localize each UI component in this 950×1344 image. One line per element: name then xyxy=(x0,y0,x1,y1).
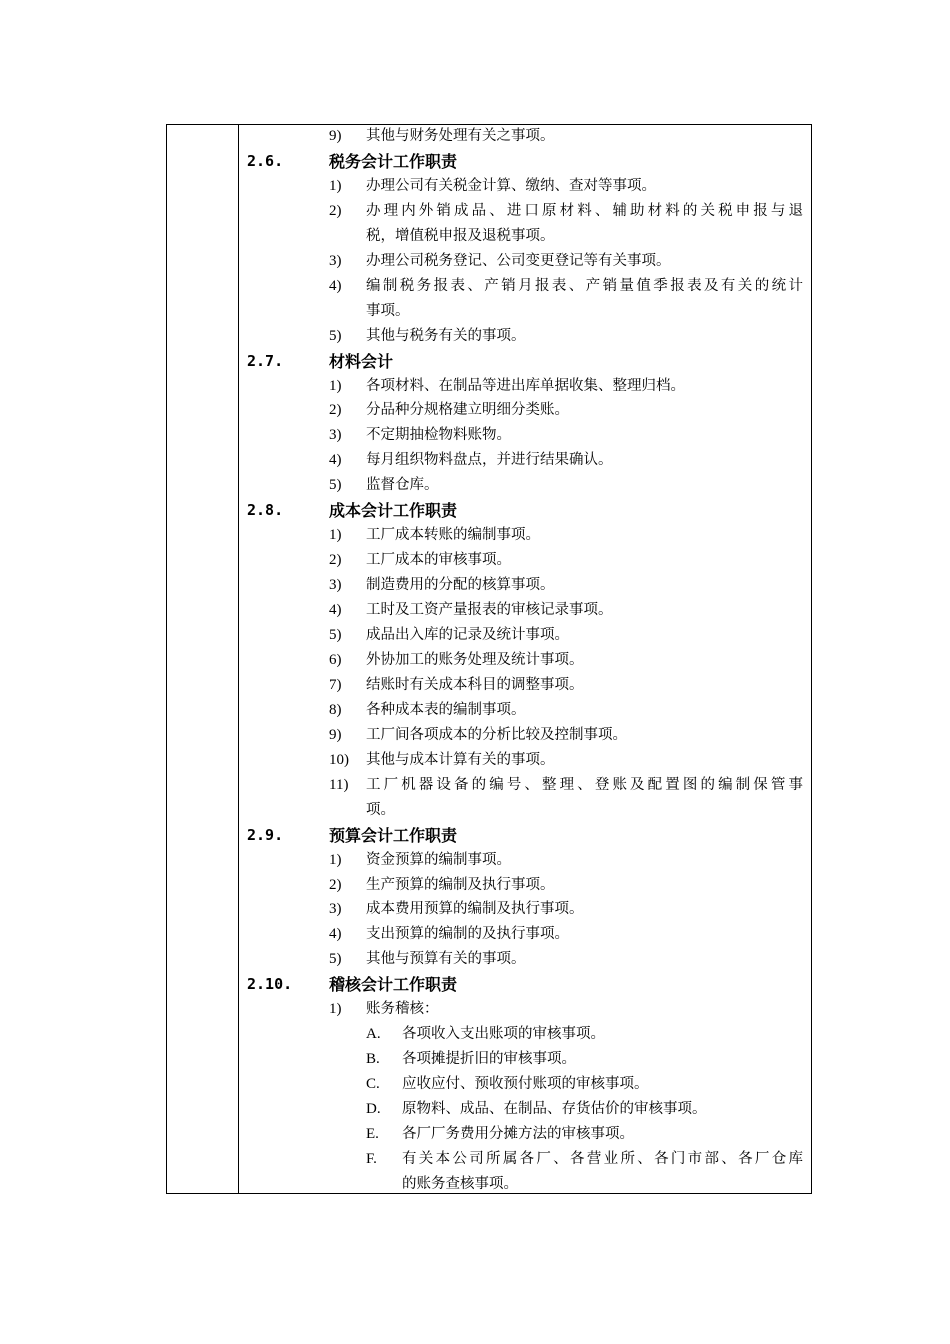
item-text: 办理公司税务登记、公司变更登记等有关事项。 xyxy=(366,252,671,269)
item-text: 生产预算的编制及执行事项。 xyxy=(366,876,555,893)
item-text-continued: 事项。 xyxy=(366,302,410,319)
item-number: 9) xyxy=(329,726,342,743)
item-number: 4) xyxy=(329,452,342,469)
list-line xyxy=(0,648,950,673)
item-number: 3) xyxy=(329,252,342,269)
item-text: 工厂成本转账的编制事项。 xyxy=(366,527,540,544)
list-line xyxy=(0,174,950,199)
section-heading xyxy=(0,972,950,997)
list-line xyxy=(0,124,950,149)
list-line xyxy=(0,748,950,773)
list-line xyxy=(0,473,950,498)
item-text: 各项材料、在制品等进出库单据收集、整理归档。 xyxy=(366,377,685,394)
subitem-text: 各厂厂务费用分摊方法的审核事项。 xyxy=(402,1126,634,1142)
item-number: 4) xyxy=(329,277,342,294)
subitem-text: 应收应付、预收预付账项的审核事项。 xyxy=(402,1076,649,1093)
item-text: 各种成本表的编制事项。 xyxy=(366,701,526,718)
item-text: 工厂成本的审核事项。 xyxy=(366,552,511,569)
list-line xyxy=(0,1147,950,1172)
list-line xyxy=(0,922,950,947)
list-line xyxy=(0,374,950,399)
list-line xyxy=(0,848,950,873)
list-line xyxy=(0,548,950,573)
section-heading xyxy=(0,498,950,523)
section-number: 2.6. xyxy=(247,151,284,170)
section-number: 2.8. xyxy=(247,501,284,520)
section-heading xyxy=(0,823,950,848)
section-heading xyxy=(0,149,950,174)
subitem-letter: F. xyxy=(366,1150,377,1167)
subitem-letter: B. xyxy=(366,1051,380,1068)
item-number: 2) xyxy=(329,202,342,219)
item-number: 5) xyxy=(329,951,342,968)
list-line xyxy=(0,997,950,1022)
item-number: 3) xyxy=(329,427,342,444)
item-text: 资金预算的编制事项。 xyxy=(366,851,511,868)
subitem-letter: E. xyxy=(366,1126,379,1142)
list-line xyxy=(0,573,950,598)
section-title: 稽核会计工作职责 xyxy=(329,975,458,995)
subitem-text-continued: 的账务查核事项。 xyxy=(402,1175,518,1192)
list-line xyxy=(0,623,950,648)
subitem-text: 有关本公司所属各厂、各营业所、各门市部、各厂仓库 xyxy=(402,1150,803,1167)
list-line xyxy=(0,947,950,972)
item-number: 3) xyxy=(329,577,342,594)
item-text: 账务稽核： xyxy=(366,1001,439,1018)
item-number: 4) xyxy=(329,926,342,943)
item-number: 9) xyxy=(329,128,342,144)
item-number: 8) xyxy=(329,701,342,718)
item-number: 7) xyxy=(329,676,342,693)
item-text: 其他与财务处理有关之事项。 xyxy=(366,128,555,144)
list-line xyxy=(0,873,950,898)
list-line xyxy=(0,673,950,698)
item-number: 2) xyxy=(329,876,342,893)
item-text: 不定期抽检物料账物。 xyxy=(366,427,511,444)
item-number: 5) xyxy=(329,627,342,643)
section-number: 2.9. xyxy=(247,825,284,844)
list-line xyxy=(0,274,950,299)
section-number: 2.7. xyxy=(247,351,284,370)
item-text: 支出预算的编制的及执行事项。 xyxy=(366,926,569,943)
section-title: 预算会计工作职责 xyxy=(329,825,458,845)
item-number: 2) xyxy=(329,402,342,419)
list-line xyxy=(0,1097,950,1122)
item-text-continued: 税，增值税申报及退税事项。 xyxy=(366,227,555,244)
item-text: 工厂机器设备的编号、整理、登账及配置图的编制保管事 xyxy=(366,776,803,793)
list-line xyxy=(0,1122,950,1147)
item-number: 5) xyxy=(329,327,342,344)
item-number: 1) xyxy=(329,377,342,394)
item-text: 制造费用的分配的核算事项。 xyxy=(366,577,555,594)
item-text: 办理内外销成品、进口原材料、辅助材料的关税申报与退 xyxy=(366,202,803,219)
item-text-continued: 项。 xyxy=(366,801,395,818)
section-title: 税务会计工作职责 xyxy=(329,151,458,171)
subitem-text: 各项收入支出账项的审核事项。 xyxy=(402,1026,605,1043)
subitem-letter: A. xyxy=(366,1026,381,1043)
subitem-letter: C. xyxy=(366,1076,380,1093)
item-number: 1) xyxy=(329,527,342,544)
list-line xyxy=(0,1072,950,1097)
item-number: 6) xyxy=(329,651,342,668)
list-line xyxy=(0,798,950,823)
item-text: 其他与预算有关的事项。 xyxy=(366,951,526,968)
item-number: 1) xyxy=(329,851,342,868)
item-number: 1) xyxy=(329,1001,342,1018)
item-text: 监督仓库。 xyxy=(366,477,439,494)
item-text: 成品出入库的记录及统计事项。 xyxy=(366,627,569,643)
section-title: 成本会计工作职责 xyxy=(329,501,458,521)
item-text: 其他与税务有关的事项。 xyxy=(366,327,526,344)
list-line xyxy=(0,299,950,324)
list-line xyxy=(0,598,950,623)
item-number: 5) xyxy=(329,477,342,494)
list-line xyxy=(0,324,950,349)
list-line xyxy=(0,398,950,423)
item-number: 11) xyxy=(329,776,349,793)
item-text: 分品种分规格建立明细分类账。 xyxy=(366,402,569,419)
section-number: 2.10. xyxy=(247,975,293,994)
list-line xyxy=(0,199,950,224)
list-line xyxy=(0,773,950,798)
list-line xyxy=(0,1172,950,1197)
subitem-letter: D. xyxy=(366,1101,381,1118)
list-line xyxy=(0,448,950,473)
section-title: 材料会计 xyxy=(329,351,394,371)
list-line xyxy=(0,249,950,274)
item-number: 4) xyxy=(329,602,342,619)
item-number: 3) xyxy=(329,901,342,918)
item-text: 办理公司有关税金计算、缴纳、查对等事项。 xyxy=(366,177,656,194)
list-line xyxy=(0,224,950,249)
subitem-text: 各项摊提折旧的审核事项。 xyxy=(402,1051,576,1068)
item-text: 工厂间各项成本的分析比较及控制事项。 xyxy=(366,726,627,743)
item-number: 1) xyxy=(329,177,342,194)
item-number: 10) xyxy=(329,751,349,768)
item-text: 外协加工的账务处理及统计事项。 xyxy=(366,651,584,668)
subitem-text: 原物料、成品、在制品、存货估价的审核事项。 xyxy=(402,1101,707,1118)
item-number: 2) xyxy=(329,552,342,569)
section-heading xyxy=(0,349,950,374)
item-text: 结账时有关成本科目的调整事项。 xyxy=(366,676,584,693)
list-line xyxy=(0,423,950,448)
list-line xyxy=(0,1022,950,1047)
item-text: 成本费用预算的编制及执行事项。 xyxy=(366,901,584,918)
item-text: 工时及工资产量报表的审核记录事项。 xyxy=(366,602,613,619)
list-line xyxy=(0,723,950,748)
list-line xyxy=(0,1047,950,1072)
list-line xyxy=(0,698,950,723)
item-text: 每月组织物料盘点，并进行结果确认。 xyxy=(366,452,613,469)
list-line xyxy=(0,523,950,548)
item-text: 编制税务报表、产销月报表、产销量值季报表及有关的统计 xyxy=(366,277,803,294)
list-line xyxy=(0,897,950,922)
item-text: 其他与成本计算有关的事项。 xyxy=(366,751,555,768)
